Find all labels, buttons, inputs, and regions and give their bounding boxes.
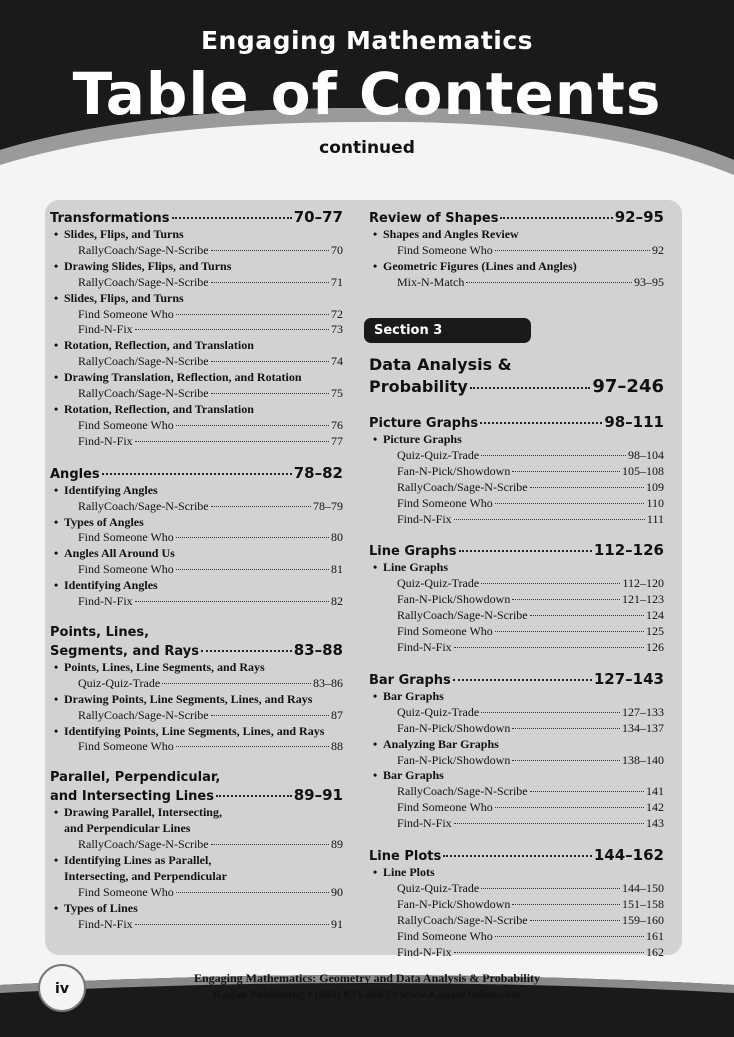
- activity-page: 110: [646, 495, 664, 510]
- leader-dots: [480, 421, 602, 424]
- section-heading: [369, 208, 664, 226]
- toc-section: [50, 624, 343, 755]
- activity-row: [50, 434, 343, 450]
- topic-title: [369, 865, 664, 881]
- activity-row: [369, 753, 664, 769]
- activity-row: [369, 448, 664, 464]
- topic-line: • Drawing Translation, Reflection, and Rotation: [64, 370, 302, 385]
- section-title-line1: Data Analysis &: [369, 355, 512, 374]
- topic-title: [50, 692, 343, 708]
- activity-name: Find-N-Fix: [78, 594, 133, 609]
- topic-line: • Identifying Points, Line Segments, Lines, and Rays: [64, 723, 325, 738]
- toc-section: [369, 670, 664, 832]
- topic-title: [369, 259, 664, 275]
- toc-section: [369, 413, 664, 527]
- leader-dots: [495, 935, 644, 937]
- activity-name: Quiz-Quiz-Trade: [397, 447, 480, 462]
- activity-row: [369, 480, 664, 496]
- topic-title: [369, 737, 664, 753]
- toc-section: [369, 541, 664, 655]
- topic-title: [369, 560, 664, 576]
- topic-line: • Slides, Flips, and Turns: [64, 227, 184, 241]
- activity-row: [50, 307, 343, 323]
- activity-page: 92: [652, 242, 664, 257]
- topic-title: [50, 338, 343, 354]
- activity-name: RallyCoach/Sage-N-Scribe: [78, 707, 209, 722]
- activity-name: Fan-N-Pick/Showdown: [397, 463, 511, 478]
- topic-line: • Bar Graphs: [383, 768, 444, 783]
- topic-line: • Geometric Figures (Lines and Angles): [383, 258, 577, 273]
- activity-page: 142: [646, 800, 664, 815]
- activity-name: Quiz-Quiz-Trade: [397, 704, 480, 719]
- activity-name: Find Someone Who: [78, 530, 174, 545]
- activity-row: [369, 705, 664, 721]
- activity-page: 111: [646, 511, 664, 526]
- activity-row: [50, 676, 343, 692]
- activity-page: 126: [646, 639, 664, 654]
- leader-dots: [530, 919, 620, 921]
- section-range: 98–111: [604, 413, 664, 431]
- activity-name: RallyCoach/Sage-N-Scribe: [397, 479, 528, 494]
- leader-dots: [216, 794, 292, 797]
- topic-line: • Drawing Slides, Flips, and Turns: [64, 258, 232, 273]
- section-range: 89–91: [293, 786, 343, 805]
- leader-dots: [176, 536, 329, 538]
- activity-name: Find-N-Fix: [78, 322, 133, 337]
- leader-dots: [530, 486, 644, 488]
- activity-name: Fan-N-Pick/Showdown: [397, 896, 511, 911]
- section-heading: [369, 846, 664, 864]
- activity-row: [369, 275, 664, 291]
- toc-section: [50, 464, 343, 610]
- leader-dots: [459, 549, 592, 552]
- leader-dots: [176, 568, 329, 570]
- activity-page: 121–123: [622, 592, 664, 607]
- activity-name: RallyCoach/Sage-N-Scribe: [397, 912, 528, 927]
- leader-dots: [102, 472, 292, 475]
- topic-title: [50, 483, 343, 499]
- topic-title: [50, 370, 343, 386]
- leader-dots: [512, 759, 620, 761]
- leader-dots: [211, 360, 329, 362]
- leader-dots: [481, 582, 620, 584]
- activity-page: 161: [646, 928, 664, 943]
- activity-page: 82: [331, 594, 343, 609]
- leader-dots: [470, 386, 591, 389]
- topic-title: [369, 432, 664, 448]
- leader-dots: [176, 424, 329, 426]
- activity-page: 71: [331, 274, 343, 289]
- footer-book-title: Engaging Mathematics: Geometry and Data Analysis & Probability: [193, 971, 541, 985]
- activity-name: Find Someone Who: [397, 624, 493, 639]
- activity-row: [50, 917, 343, 933]
- topic-line: • Picture Graphs: [383, 432, 462, 446]
- leader-dots: [211, 714, 329, 716]
- activity-name: Quiz-Quiz-Trade: [397, 880, 480, 895]
- activity-page: 143: [646, 816, 664, 831]
- activity-page: 80: [331, 530, 343, 545]
- activity-row: [50, 322, 343, 338]
- activity-page: 162: [646, 944, 664, 959]
- section-title-line: Segments, and Rays: [50, 643, 199, 659]
- topic-title: [50, 901, 343, 917]
- topic-title: [50, 578, 343, 594]
- activity-row: [369, 784, 664, 800]
- activity-name: Find Someone Who: [397, 242, 493, 257]
- activity-row: [369, 496, 664, 512]
- activity-name: Find Someone Who: [78, 884, 174, 899]
- activity-row: [50, 739, 343, 755]
- section-range: 83–88: [293, 640, 343, 659]
- activity-name: RallyCoach/Sage-N-Scribe: [78, 386, 209, 401]
- topic-title: [50, 291, 343, 307]
- section-title: Bar Graphs: [369, 672, 451, 688]
- leader-dots: [211, 281, 329, 283]
- footer-publisher: Kagan Publishing • (800) 933-2667 • www.KaganOnline.com: [212, 987, 522, 1001]
- activity-name: RallyCoach/Sage-N-Scribe: [78, 837, 209, 852]
- activity-page: 90: [331, 884, 343, 899]
- topic-line: • Rotation, Reflection, and Translation: [64, 338, 254, 353]
- section-heading: [369, 413, 664, 431]
- activity-row: [369, 512, 664, 528]
- activity-row: [50, 885, 343, 901]
- topic-line: • Analyzing Bar Graphs: [383, 736, 499, 751]
- topic-title: [50, 853, 343, 885]
- activity-row: [50, 499, 343, 515]
- activity-row: [50, 386, 343, 402]
- leader-dots: [135, 600, 329, 602]
- activity-page: 109: [646, 479, 664, 494]
- leader-dots: [172, 216, 292, 219]
- activity-row: [50, 562, 343, 578]
- section-title: Review of Shapes: [369, 211, 499, 226]
- activity-row: [50, 275, 343, 291]
- activity-name: Mix-N-Match: [397, 274, 465, 289]
- activity-page: 112–120: [622, 576, 664, 591]
- right-column: [369, 413, 664, 960]
- activity-page: 75: [331, 386, 343, 401]
- activity-row: [369, 624, 664, 640]
- activity-row: [50, 243, 343, 259]
- activity-page: 87: [331, 707, 343, 722]
- activity-row: [369, 881, 664, 897]
- section-heading-block: [50, 769, 343, 804]
- activity-page: 73: [331, 322, 343, 337]
- activity-name: Quiz-Quiz-Trade: [78, 675, 161, 690]
- activity-name: RallyCoach/Sage-N-Scribe: [397, 784, 528, 799]
- section-heading: [369, 670, 664, 688]
- activity-row: [369, 913, 664, 929]
- topic-line: • Identifying Angles: [64, 482, 158, 497]
- activity-row: [50, 708, 343, 724]
- section-title-line2: Probability: [369, 377, 468, 396]
- section-heading-row: [50, 641, 343, 659]
- topic-line: • Rotation, Reflection, and Translation: [64, 401, 254, 416]
- section-range: 92–95: [614, 208, 664, 226]
- section-range: 78–82: [293, 463, 343, 482]
- topic-title: [50, 546, 343, 562]
- topic-title: [50, 515, 343, 531]
- topic-line: • Points, Lines, Line Segments, and Rays: [64, 659, 265, 674]
- section-badge: Section 3: [364, 318, 531, 343]
- topic-line: • Identifying Angles: [64, 578, 158, 593]
- toc-section: [369, 208, 664, 291]
- leader-dots: [135, 440, 329, 442]
- activity-page: 91: [331, 916, 343, 931]
- activity-page: 70: [331, 242, 343, 257]
- activity-page: 88: [331, 739, 343, 754]
- activity-name: Find Someone Who: [78, 306, 174, 321]
- activity-row: [369, 592, 664, 608]
- activity-name: Find-N-Fix: [397, 511, 452, 526]
- topic-line: • Identifying Lines as Parallel,: [64, 853, 212, 868]
- activity-row: [50, 354, 343, 370]
- leader-dots: [135, 328, 329, 330]
- section-title: Picture Graphs: [369, 416, 479, 431]
- review-section: [369, 208, 664, 291]
- left-column: [50, 208, 343, 933]
- topic-line: • Line Plots: [383, 865, 435, 880]
- leader-dots: [495, 806, 644, 808]
- leader-dots: [512, 470, 620, 472]
- section-title: Line Plots: [369, 849, 442, 865]
- activity-page: 141: [646, 784, 664, 799]
- leader-dots: [454, 822, 644, 824]
- activity-page: 76: [331, 417, 343, 432]
- section-title-line: and Intersecting Lines: [50, 789, 214, 805]
- leader-dots: [500, 216, 612, 219]
- leader-dots: [454, 518, 645, 520]
- activity-page: 124: [646, 608, 664, 623]
- section-heading: [50, 464, 343, 482]
- section-title: [369, 354, 664, 398]
- activity-page: 144–150: [622, 880, 664, 895]
- leader-dots: [176, 313, 329, 315]
- activity-row: [369, 243, 664, 259]
- activity-name: RallyCoach/Sage-N-Scribe: [78, 498, 209, 513]
- topic-line: • Drawing Points, Line Segments, Lines, and Rays: [64, 691, 313, 706]
- activity-name: Find-N-Fix: [397, 944, 452, 959]
- activity-row: [369, 464, 664, 480]
- activity-page: 134–137: [622, 720, 664, 735]
- leader-dots: [162, 682, 311, 684]
- leader-dots: [466, 281, 632, 283]
- activity-row: [369, 721, 664, 737]
- leader-dots: [176, 745, 329, 747]
- leader-dots: [453, 678, 592, 681]
- section-heading: [50, 769, 343, 804]
- activity-page: 72: [331, 306, 343, 321]
- activity-page: 105–108: [622, 463, 664, 478]
- leader-dots: [135, 923, 329, 925]
- activity-name: Quiz-Quiz-Trade: [397, 576, 480, 591]
- activity-page: 93–95: [634, 274, 664, 289]
- leader-dots: [512, 727, 620, 729]
- activity-page: 151–158: [622, 896, 664, 911]
- activity-row: [50, 594, 343, 610]
- section-heading: [50, 624, 343, 659]
- leader-dots: [481, 887, 620, 889]
- page-title: Table of Contents: [72, 60, 662, 128]
- section-range: 144–162: [593, 846, 664, 865]
- leader-dots: [495, 502, 645, 504]
- section-heading-row: [50, 786, 343, 804]
- activity-row: [369, 608, 664, 624]
- activity-page: 74: [331, 354, 343, 369]
- topic-line: and Perpendicular Lines: [64, 821, 191, 836]
- page-subtitle: continued: [319, 138, 415, 158]
- activity-name: RallyCoach/Sage-N-Scribe: [397, 608, 528, 623]
- activity-name: Fan-N-Pick/Showdown: [397, 752, 511, 767]
- section-heading: [50, 208, 343, 226]
- activity-page: 78–79: [313, 498, 343, 513]
- topic-line: • Slides, Flips, and Turns: [64, 290, 184, 305]
- activity-page: 83–86: [313, 675, 343, 690]
- section-heading-block: [50, 624, 343, 659]
- leader-dots: [454, 951, 644, 953]
- section-heading: [369, 541, 664, 559]
- activity-name: RallyCoach/Sage-N-Scribe: [78, 274, 209, 289]
- leader-dots: [481, 454, 626, 456]
- toc-section: [50, 208, 343, 450]
- activity-name: Find-N-Fix: [78, 916, 133, 931]
- activity-name: Find Someone Who: [78, 417, 174, 432]
- activity-name: Fan-N-Pick/Showdown: [397, 720, 511, 735]
- section-range: 70–77: [293, 208, 343, 226]
- topic-title: [369, 227, 664, 243]
- activity-name: RallyCoach/Sage-N-Scribe: [78, 354, 209, 369]
- topic-title: [50, 805, 343, 837]
- topic-title: [50, 660, 343, 676]
- activity-row: [369, 816, 664, 832]
- topic-line: • Drawing Parallel, Intersecting,: [64, 805, 222, 820]
- topic-title: [50, 402, 343, 418]
- leader-dots: [512, 598, 620, 600]
- activity-name: Find Someone Who: [397, 495, 493, 510]
- topic-line: • Angles All Around Us: [64, 546, 175, 561]
- section-title: Line Graphs: [369, 544, 457, 560]
- leader-dots: [495, 630, 644, 632]
- activity-name: Find-N-Fix: [397, 639, 452, 654]
- leader-dots: [201, 649, 292, 652]
- leader-dots: [530, 790, 644, 792]
- leader-dots: [211, 505, 311, 507]
- section-title: Transformations: [50, 211, 170, 226]
- activity-page: 98–104: [628, 447, 664, 462]
- activity-page: 127–133: [622, 704, 664, 719]
- toc-section: [369, 846, 664, 960]
- toc-section: [50, 769, 343, 932]
- leader-dots: [512, 903, 620, 905]
- activity-row: [369, 576, 664, 592]
- activity-row: [369, 897, 664, 913]
- activity-row: [369, 800, 664, 816]
- leader-dots: [443, 854, 592, 857]
- activity-row: [50, 418, 343, 434]
- topic-title: [50, 259, 343, 275]
- section-range: 97–246: [592, 376, 664, 397]
- section-title-line: Points, Lines,: [50, 624, 150, 640]
- topic-line: • Types of Angles: [64, 514, 144, 529]
- topic-title: [369, 689, 664, 705]
- leader-dots: [211, 392, 329, 394]
- activity-page: 125: [646, 624, 664, 639]
- topic-title: [50, 227, 343, 243]
- activity-row: [369, 640, 664, 656]
- activity-page: 89: [331, 837, 343, 852]
- activity-name: RallyCoach/Sage-N-Scribe: [78, 242, 209, 257]
- section-title: Angles: [50, 466, 100, 482]
- topic-line: • Bar Graphs: [383, 688, 444, 703]
- leader-dots: [481, 711, 620, 713]
- leader-dots: [495, 249, 650, 251]
- section-range: 127–143: [593, 669, 664, 688]
- page-number: iv: [38, 964, 86, 1012]
- topic-title: [369, 768, 664, 784]
- section-title-line: Parallel, Perpendicular,: [50, 770, 221, 786]
- activity-page: 138–140: [622, 752, 664, 767]
- topic-title: [50, 724, 343, 740]
- activity-row: [50, 837, 343, 853]
- activity-name: Find-N-Fix: [397, 816, 452, 831]
- activity-name: Find-N-Fix: [78, 433, 133, 448]
- activity-name: Find Someone Who: [78, 739, 174, 754]
- activity-name: Find Someone Who: [397, 928, 493, 943]
- activity-name: Find Someone Who: [78, 562, 174, 577]
- topic-line: Intersecting, and Perpendicular: [64, 869, 227, 883]
- topic-line: • Line Graphs: [383, 560, 449, 575]
- activity-name: Fan-N-Pick/Showdown: [397, 592, 511, 607]
- topic-line: • Shapes and Angles Review: [383, 227, 519, 241]
- series-title: Engaging Mathematics: [200, 26, 534, 55]
- leader-dots: [211, 843, 329, 845]
- leader-dots: [176, 891, 329, 893]
- activity-page: 81: [331, 562, 343, 577]
- section-range: 112–126: [593, 541, 664, 560]
- leader-dots: [454, 646, 644, 648]
- topic-line: • Types of Lines: [64, 900, 138, 915]
- leader-dots: [530, 614, 644, 616]
- activity-row: [50, 530, 343, 546]
- activity-page: 77: [331, 433, 343, 448]
- leader-dots: [211, 249, 329, 251]
- activity-name: Find Someone Who: [397, 800, 493, 815]
- activity-page: 159–160: [622, 912, 664, 927]
- activity-row: [369, 929, 664, 945]
